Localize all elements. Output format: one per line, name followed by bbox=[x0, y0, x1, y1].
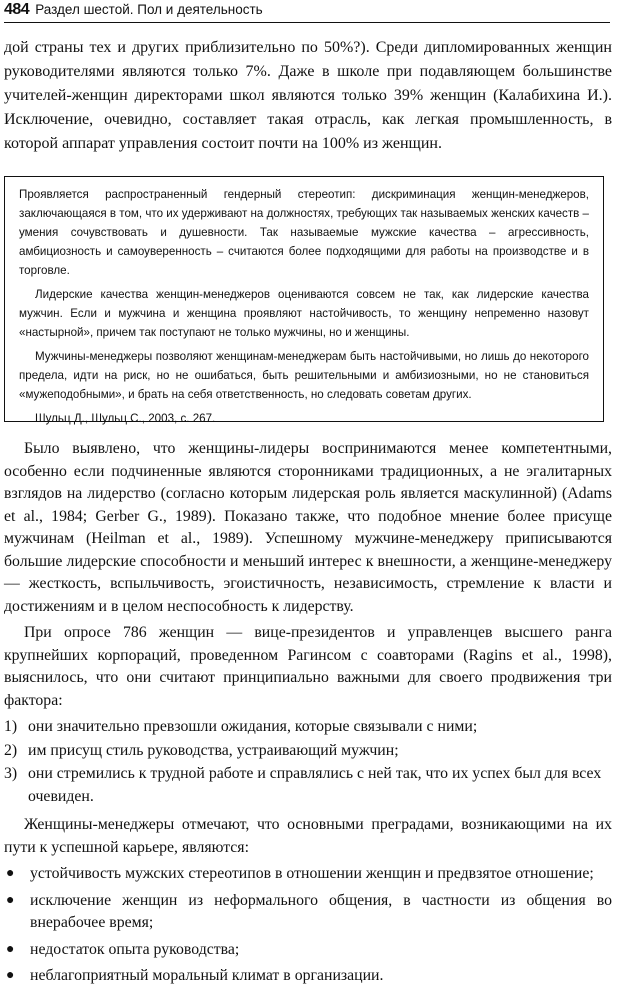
page-number: 484 bbox=[4, 1, 30, 18]
bullet-item-text: недостаток опыта руководства; bbox=[30, 940, 240, 958]
list-item-text: они значительно превзошли ожидания, которые связывали с ними; bbox=[28, 718, 478, 735]
numbered-list bbox=[4, 716, 612, 808]
running-header bbox=[4, 0, 610, 23]
bullet-item-text: устойчивость мужских стереотипов в отношении женщин и предвзятое отношение; bbox=[30, 865, 594, 882]
quote-paragraph-3: Мужчины-менеджеры позволяют женщинам-менеджерам быть настойчивыми, но лишь до некоторого предела, идти на риск, но не ошибаться, быть решительными и амбизиозными, но не становиться «мужеподобными», и брать на себя ответственность, но следовать советам других. bbox=[19, 350, 589, 401]
list-item-text: они стремились к трудной работе и справлялись с ней так, что их успех был для всех очевиден. bbox=[28, 765, 602, 805]
bullet-icon: ● bbox=[6, 892, 15, 908]
list-item-text: им присущ стиль руководства, устраивающий мужчин; bbox=[28, 741, 399, 759]
bullet-item bbox=[4, 939, 612, 962]
bullet-item bbox=[4, 965, 612, 988]
list-item bbox=[4, 716, 612, 739]
quote-paragraph-1: Проявляется распространенный гендерный стереотип: дискриминация женщин-менеджеров, заключающаяся в том, что их удерживают на должностях, требующих так называемых женских качеств – умения сочувствовать и душевности. Так называемые мужские качества – агрессивность, амбициозность и самоуверенность – считаются более подходящими для работы на производстве и в торговле. bbox=[19, 188, 589, 277]
bullet-icon: ● bbox=[6, 941, 15, 957]
bullet-list bbox=[4, 863, 612, 988]
body-paragraph-2: При опросе 786 женщин — вице-президентов и управленцев высшего ранга крупнейших корпораций, проведенном Рагинсом с соавторами (Ragins et al., 1998), выяснилось, что они считают принципиально важными для своего продвижения три фактора: bbox=[4, 624, 612, 709]
body-paragraph-3: Женщины-менеджеры отмечают, что основными преградами, возникающими на их пути к успешной карьере, являются: bbox=[4, 816, 612, 856]
bullet-icon: ● bbox=[6, 866, 15, 881]
running-title: Раздел шестой. Пол и деятельность bbox=[35, 2, 263, 17]
list-item-number: 3) bbox=[4, 765, 18, 782]
bullet-item bbox=[4, 863, 612, 886]
list-item bbox=[4, 763, 612, 808]
bullet-item-text: исключение женщин из неформального общения, в частности из общения во внерабочее время; bbox=[30, 891, 612, 931]
list-item bbox=[4, 740, 612, 763]
main-text bbox=[4, 438, 612, 992]
bullet-icon: ● bbox=[6, 968, 15, 983]
list-item-number: 2) bbox=[4, 741, 18, 759]
quote-citation: Шульц Д., Шульц С., 2003, с. 267. bbox=[35, 412, 216, 425]
body-paragraph-1: Было выявлено, что женщины-лидеры воспринимаются менее компетентными, особенно если подчиненные являются сторонниками традиционных, а не эгалитарных взглядов на лидерство (согласно которым лидерская роль является маскулинной) (Adams et al., 1984; Gerber G., 1989). Показано также, что подобное мнение более присуще мужчинам (Heilman et al., 1989). Успешному мужчине-менеджеру приписываются большие лидерские способности и меньший интерес к внешности, а женщине-менеджеру — жесткость, вспыльчивость, эгоистичность, независимость, стремление к власти и достижениям и в целом неспособность к лидерству. bbox=[4, 440, 612, 615]
quote-box bbox=[4, 176, 604, 425]
intro-paragraph: дой страны тех и других приблизительно по 50%?). Среди дипломированных женщин руководителями являются только 7%. Даже в школе при подавляющем большинстве учителей-женщин директорами школ являются только 39% женщин (Калабихина И.). Исключение, очевидно, составляет такая отрасль, как легкая промышленность, в которой аппарат управления состоит почти на 100% из женщин. bbox=[4, 39, 612, 152]
quote-paragraph-2: Лидерские качества женщин-менеджеров оцениваются совсем не так, как лидерские качества мужчин. Если и мужчина и женщина проявляют настойчивость, то женщину непременно назовут «настырной», причем так поступают не только мужчины, но и женщины. bbox=[19, 288, 589, 339]
bullet-item bbox=[4, 890, 612, 935]
list-item-number: 1) bbox=[4, 718, 18, 735]
bullet-item-text: неблагоприятный моральный климат в организации. bbox=[30, 967, 384, 984]
